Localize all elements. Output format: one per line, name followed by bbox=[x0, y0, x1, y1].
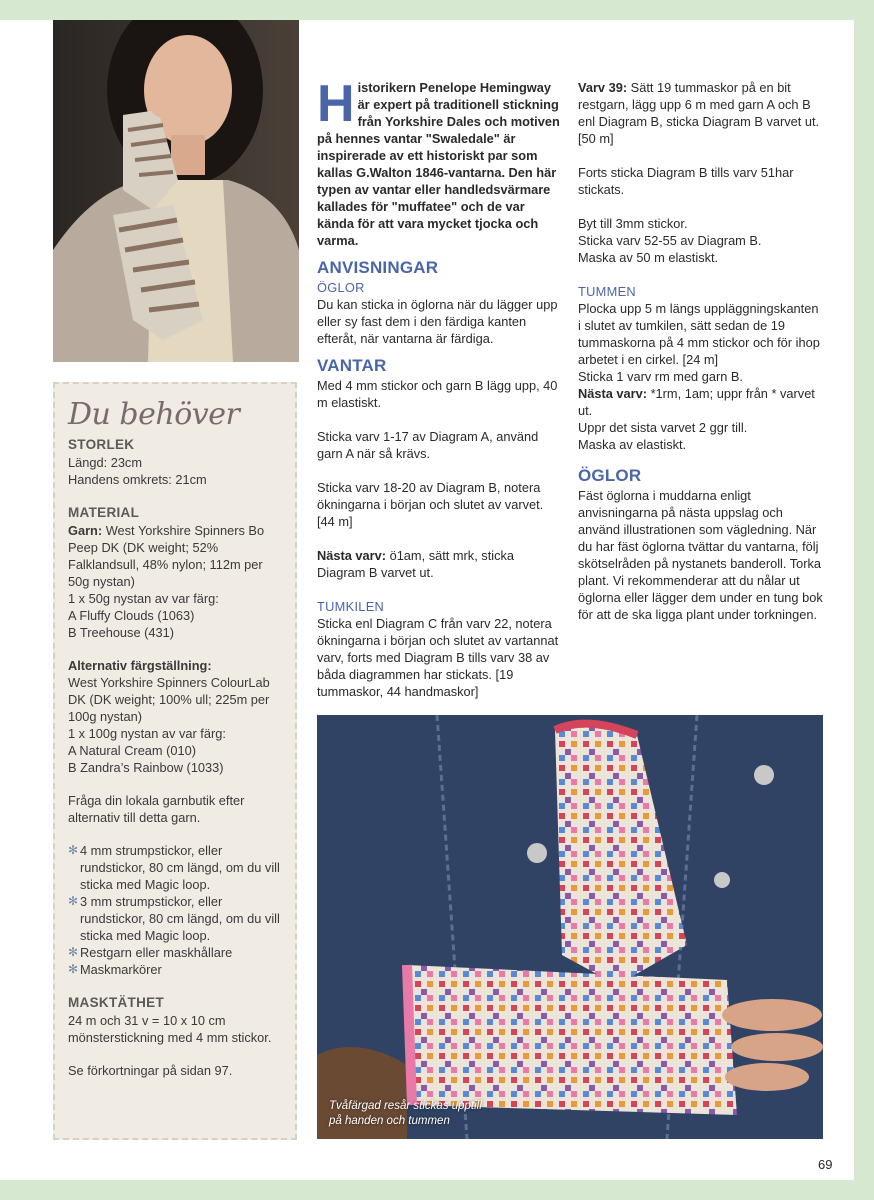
alt-line: B Zandra’s Rainbow (1033) bbox=[68, 760, 224, 775]
storlek-line: Handens omkrets: 21cm bbox=[68, 472, 207, 487]
tummen-heading: TUMMEN bbox=[578, 284, 636, 299]
nasta-varv-2: Nästa varv: *1rm, 1am; uppr från * varvet ut. bbox=[578, 386, 815, 418]
snowflake-icon: ✻ bbox=[68, 843, 79, 857]
list-item: ✻ 4 mm strumpstickor, eller rundstickor, 80 cm längd, om du vill sticka med Magic loop. bbox=[68, 843, 280, 892]
snowflake-icon: ✻ bbox=[68, 894, 79, 908]
abbreviations-note: Se förkortningar på sidan 97. bbox=[68, 1063, 233, 1078]
storlek-heading: STORLEK bbox=[68, 437, 135, 452]
storlek-line: Längd: 23cm bbox=[68, 455, 142, 470]
intro-paragraph: Historikern Penelope Hemingway är expert på traditionell stickning från Yorkshire Dales och motiven på hennes vantar "Swaledale" är inspirerade av ett historiskt par som kallas G.Walton 1846-vantarna. Den här typen av vantar eller handledsvärmare kallades för "muffatee" och de var kända för att vara mycket tjocka och varma. bbox=[317, 75, 560, 248]
snowflake-icon: ✻ bbox=[68, 962, 79, 976]
alt-line: 1 x 100g nystan av var färg: bbox=[68, 726, 226, 741]
forts-text: Forts sticka Diagram B tills varv 51har stickats. bbox=[578, 165, 794, 197]
oglor-instructions: Fäst öglorna i muddarna enligt anvisningarna på nästa uppslag och använd illustrationen som vägledning. När du har fäst öglorna tvättar du vantarna, följ skötselråden på nystanets banderoll. Torka plant. Vi rekommenderar att du nålar ut öglorna eller lägger dem under en tung bok för att de ska ligga plant under torkningen. bbox=[578, 488, 823, 622]
byt-line: Byt till 3mm stickor. bbox=[578, 216, 688, 231]
photo-woman-illustration bbox=[53, 20, 299, 362]
dropcap: H bbox=[317, 75, 355, 133]
oglor-subheading: ÖGLOR bbox=[317, 280, 365, 295]
photo-woman-mittens bbox=[53, 20, 299, 362]
vantar-p1: Med 4 mm stickor och garn B lägg upp, 40 m elastiskt. bbox=[317, 378, 558, 410]
tummen-text: Plocka upp 5 m längs uppläggningskanten i slutet av tumkilen, sätt sedan de 19 tummaskorna på 4 mm stickor och för ihop arbetet i en cirkel. [24 m] bbox=[578, 301, 820, 367]
nasta-varv: Nästa varv: ö1am, sätt mrk, sticka Diagram B varvet ut. bbox=[317, 548, 515, 580]
material-heading: MATERIAL bbox=[68, 505, 140, 520]
photo-mittens-illustration bbox=[317, 715, 823, 1139]
sidebar-title: Du behöver bbox=[68, 397, 240, 432]
vantar-p3: Sticka varv 18-20 av Diagram B, notera ökningarna i början och slutet av varvet. [44 m] bbox=[317, 480, 544, 529]
garn-line: A Fluffy Clouds (1063) bbox=[68, 608, 195, 623]
list-item: ✻ Restgarn eller maskhållare bbox=[68, 945, 233, 960]
fraga-text: Fråga din lokala garnbutik efter alternativ till detta garn. bbox=[68, 793, 245, 825]
vantar-heading: VANTAR bbox=[317, 356, 387, 375]
photo-caption: Tvåfärgad resår stickas upptill på handen och tummen bbox=[329, 1100, 482, 1127]
tools-list bbox=[68, 842, 283, 978]
masktathet-text: 24 m och 31 v = 10 x 10 cm mönsterstickning med 4 mm stickor. bbox=[68, 1013, 272, 1045]
page-number: 69 bbox=[818, 1157, 833, 1172]
oglor-text: Du kan sticka in öglorna när du lägger upp eller sy fast dem i den färdiga kanten efteråt, när vantarna är färdiga. bbox=[317, 297, 558, 346]
alt-text: West Yorkshire Spinners ColourLab DK (DK weight; 100% ull; 225m per 100g nystan) bbox=[68, 675, 270, 724]
vantar-p2: Sticka varv 1-17 av Diagram A, använd garn A när så krävs. bbox=[317, 429, 539, 461]
list-item: ✻ Maskmarkörer bbox=[68, 962, 162, 977]
byt-line: Sticka varv 52-55 av Diagram B. bbox=[578, 233, 762, 248]
column-1 bbox=[317, 75, 561, 700]
varv39-text: Varv 39: Sätt 19 tummaskor på en bit restgarn, lägg upp 6 m med garn A och B enl Diagram B, sticka Diagram B varvet ut. [50 m] bbox=[578, 80, 820, 146]
masktathet-heading: MASKTÄTHET bbox=[68, 995, 164, 1010]
oglor-heading: ÖGLOR bbox=[578, 466, 642, 485]
garn-text: Garn: West Yorkshire Spinners Bo Peep DK (DK weight; 52% Falklandsull, 48% nylon; 112m per 50g nystan) bbox=[68, 523, 265, 589]
tummen-line2: Sticka 1 varv rm med garn B. bbox=[578, 369, 743, 384]
maska-text: Maska av elastiskt. bbox=[578, 437, 687, 452]
uppr-text: Uppr det sista varvet 2 ggr till. bbox=[578, 420, 748, 435]
magazine-page bbox=[0, 20, 854, 1180]
garn-line: B Treehouse (431) bbox=[68, 625, 174, 640]
garn-line: 1 x 50g nystan av var färg: bbox=[68, 591, 219, 606]
tumkilen-heading: TUMKILEN bbox=[317, 599, 385, 614]
tumkilen-text: Sticka enl Diagram C från varv 22, notera ökningarna i början och slutet av vartannat varv, forts med Diagram B tills varv 38 av båda diagrammen har stickats. [19 tummaskor, 44 handmaskor] bbox=[317, 616, 559, 699]
list-item: ✻ 3 mm strumpstickor, eller rundstickor, 80 cm längd, om du vill sticka med Magic loop. bbox=[68, 894, 280, 943]
alt-heading: Alternativ färgställning: bbox=[68, 658, 212, 673]
sidebar-materials bbox=[53, 382, 297, 1140]
garn-label: Garn: bbox=[68, 523, 103, 538]
photo-mittens-denim bbox=[317, 715, 823, 1139]
alt-line: A Natural Cream (010) bbox=[68, 743, 197, 758]
column-2 bbox=[578, 79, 824, 623]
byt-line: Maska av 50 m elastiskt. bbox=[578, 250, 719, 265]
anvisningar-heading: ANVISNINGAR bbox=[317, 258, 439, 277]
snowflake-icon: ✻ bbox=[68, 945, 79, 959]
